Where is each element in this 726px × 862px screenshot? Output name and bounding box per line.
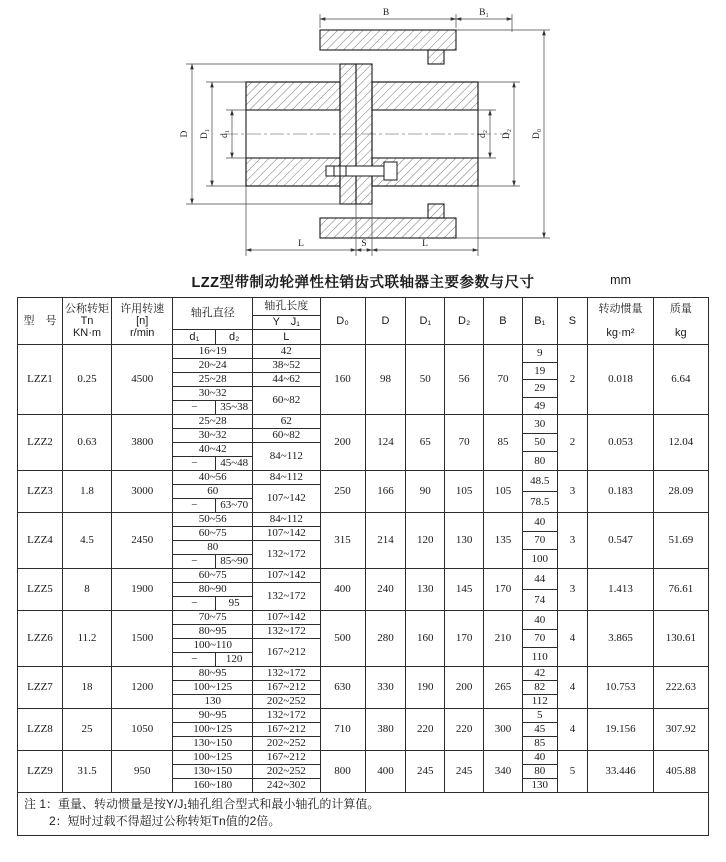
cell-B: 70 xyxy=(484,345,523,415)
cell-B: 135 xyxy=(484,513,523,569)
cell-speed: 950 xyxy=(112,751,173,793)
header-yj1: Y J₁ xyxy=(253,316,320,330)
cell-mass: 28.09 xyxy=(653,471,708,513)
cell-S: 3 xyxy=(557,513,588,569)
cell-torque: 0.25 xyxy=(62,345,111,415)
cell-bore-d1: − xyxy=(173,653,216,667)
cell-D2: 130 xyxy=(445,513,484,569)
cell-bore: 100~125 xyxy=(173,723,253,737)
cell-S: 2 xyxy=(557,345,588,415)
cell-model: LZZ8 xyxy=(18,709,63,751)
cell-S: 4 xyxy=(557,611,588,667)
cell-bore-d2: 120 xyxy=(216,653,253,667)
cell-D1: 220 xyxy=(406,709,445,751)
cell-D0: 630 xyxy=(320,667,365,709)
cell-D1: 120 xyxy=(406,513,445,569)
dim-label-D: D xyxy=(180,130,190,138)
cell-D0: 400 xyxy=(320,569,365,611)
cell-torque: 25 xyxy=(62,709,111,751)
cell-length: 84~112 xyxy=(253,513,320,527)
cell-inertia: 0.018 xyxy=(588,345,653,415)
cell-torque: 18 xyxy=(62,667,111,709)
cell-speed: 1050 xyxy=(112,709,173,751)
dim-label-D0: D₀ xyxy=(532,128,542,140)
cell-length: 132~172 xyxy=(253,709,320,723)
cell-bore: 80~90 xyxy=(173,583,253,597)
b1-value: 9 xyxy=(523,345,557,363)
cell-torque: 4.5 xyxy=(62,513,111,569)
b1-stack xyxy=(523,345,557,414)
cell-bore: 160~180 xyxy=(173,779,253,793)
cell-D0: 160 xyxy=(320,345,365,415)
cell-D0: 500 xyxy=(320,611,365,667)
cell-D2: 70 xyxy=(445,415,484,471)
cell-torque: 1.8 xyxy=(62,471,111,513)
cell-bore: 30~32 xyxy=(173,429,253,443)
cell-length: 107~142 xyxy=(253,485,320,513)
header-mass: 质量 kg xyxy=(653,298,708,345)
cell-D0: 200 xyxy=(320,415,365,471)
cell-D1: 130 xyxy=(406,569,445,611)
b1-value: 70 xyxy=(523,532,557,551)
cell-bore-d2: 45~48 xyxy=(216,457,253,471)
cell-D: 380 xyxy=(365,709,406,751)
cell-bore: 70~75 xyxy=(173,611,253,625)
cell-length: 202~252 xyxy=(253,695,320,709)
cell-D1: 65 xyxy=(406,415,445,471)
cell-bore: 60~75 xyxy=(173,527,253,541)
cell-length: 107~142 xyxy=(253,527,320,541)
cell-length: 202~252 xyxy=(253,765,320,779)
cell-bore: 130 xyxy=(173,695,253,709)
cell-B: 105 xyxy=(484,471,523,513)
dim-label-L-left: L xyxy=(298,239,304,249)
cell-B1 xyxy=(522,611,557,667)
dim-label-B1: B₁ xyxy=(479,8,489,18)
cell-speed: 1200 xyxy=(112,667,173,709)
cell-speed: 3000 xyxy=(112,471,173,513)
unit-label: mm xyxy=(610,273,631,287)
note-line: 2：短时过载不得超过公称转矩Tn值的2倍。 xyxy=(49,814,281,829)
cell-bore: 100~110 xyxy=(173,639,253,653)
header-bore-diameter: 轴孔直径 xyxy=(173,298,253,330)
cell-B1 xyxy=(522,667,557,709)
cell-D1: 245 xyxy=(406,751,445,793)
cell-length: 202~252 xyxy=(253,737,320,751)
cell-D2: 220 xyxy=(445,709,484,751)
cell-length: 44~62 xyxy=(253,373,320,387)
cell-length: 107~142 xyxy=(253,569,320,583)
b1-value: 40 xyxy=(523,611,557,630)
cell-D0: 250 xyxy=(320,471,365,513)
cell-D2: 105 xyxy=(445,471,484,513)
cell-torque: 11.2 xyxy=(62,611,111,667)
table-row xyxy=(18,569,709,583)
cell-mass: 12.04 xyxy=(653,415,708,471)
cell-length: 167~212 xyxy=(253,751,320,765)
b1-value: 30 xyxy=(523,415,557,434)
cell-length: 167~212 xyxy=(253,681,320,695)
cell-length: 38~52 xyxy=(253,359,320,373)
b1-value: 50 xyxy=(523,434,557,453)
dim-label-d1: d₁ xyxy=(220,129,230,139)
cell-D2: 245 xyxy=(445,751,484,793)
cell-model: LZZ2 xyxy=(18,415,63,471)
page-title: LZZ型带制动轮弹性柱销齿式联轴器主要参数与尺寸 xyxy=(191,275,535,291)
cell-mass: 76.61 xyxy=(653,569,708,611)
cell-inertia: 0.053 xyxy=(588,415,653,471)
cell-D0: 800 xyxy=(320,751,365,793)
cell-bore: 50~56 xyxy=(173,513,253,527)
cell-bore: 80 xyxy=(173,541,253,555)
cell-model: LZZ4 xyxy=(18,513,63,569)
table-row xyxy=(18,513,709,527)
header-D0: D₀ xyxy=(320,298,365,345)
cell-length: 84~112 xyxy=(253,471,320,485)
cell-D: 166 xyxy=(365,471,406,513)
cell-inertia: 0.183 xyxy=(588,471,653,513)
dim-label-L-right: L xyxy=(422,239,428,249)
cell-D: 240 xyxy=(365,569,406,611)
dim-label-D2-outer: D₂ xyxy=(502,128,512,140)
cell-D2: 145 xyxy=(445,569,484,611)
cell-bore-d1: − xyxy=(173,499,216,513)
b1-stack xyxy=(523,569,557,610)
cell-B: 210 xyxy=(484,611,523,667)
b1-value: 48.5 xyxy=(523,471,557,492)
dim-label-D1-outer: D₁ xyxy=(200,128,210,140)
table-row xyxy=(18,611,709,625)
b1-stack xyxy=(523,667,557,708)
cell-torque: 31.5 xyxy=(62,751,111,793)
cell-speed: 2450 xyxy=(112,513,173,569)
cell-mass: 130.61 xyxy=(653,611,708,667)
cell-inertia: 10.753 xyxy=(588,667,653,709)
cell-speed: 1500 xyxy=(112,611,173,667)
cell-bore-d2: 95 xyxy=(216,597,253,611)
cell-model: LZZ1 xyxy=(18,345,63,415)
cell-length: 132~172 xyxy=(253,625,320,639)
cell-D: 124 xyxy=(365,415,406,471)
cell-model: LZZ9 xyxy=(18,751,63,793)
b1-stack xyxy=(523,513,557,568)
b1-stack xyxy=(523,471,557,512)
cell-length: 60~82 xyxy=(253,387,320,415)
b1-value: 5 xyxy=(523,709,557,723)
b1-value: 40 xyxy=(523,751,557,765)
dim-label-S: S xyxy=(361,239,367,249)
cell-D: 330 xyxy=(365,667,406,709)
cell-inertia: 19.156 xyxy=(588,709,653,751)
cell-inertia: 1.413 xyxy=(588,569,653,611)
cell-model: LZZ7 xyxy=(18,667,63,709)
spec-table xyxy=(17,297,709,836)
b1-value: 40 xyxy=(523,513,557,532)
cell-B1 xyxy=(522,569,557,611)
cell-S: 4 xyxy=(557,667,588,709)
notes-cell xyxy=(18,793,709,836)
cell-D1: 50 xyxy=(406,345,445,415)
cell-bore: 16~19 xyxy=(173,345,253,359)
b1-value: 80 xyxy=(523,765,557,779)
cell-D: 214 xyxy=(365,513,406,569)
cell-D: 280 xyxy=(365,611,406,667)
b1-value: 29 xyxy=(523,380,557,398)
cell-bore: 100~125 xyxy=(173,751,253,765)
cell-length: 132~172 xyxy=(253,667,320,681)
cell-bore: 40~42 xyxy=(173,443,253,457)
b1-stack xyxy=(523,709,557,750)
cell-B1 xyxy=(522,345,557,415)
cell-D1: 190 xyxy=(406,667,445,709)
cell-length: 62 xyxy=(253,415,320,429)
cell-D0: 710 xyxy=(320,709,365,751)
table-row xyxy=(18,667,709,681)
cell-D1: 90 xyxy=(406,471,445,513)
cell-bore-d2: 35~38 xyxy=(216,401,253,415)
cell-length: 167~212 xyxy=(253,639,320,667)
coupling-drawing xyxy=(128,2,598,268)
cell-bore: 80~95 xyxy=(173,667,253,681)
cell-B1 xyxy=(522,415,557,471)
b1-value: 130 xyxy=(531,779,548,792)
cell-B: 170 xyxy=(484,569,523,611)
header-bore-length: 轴孔长度 xyxy=(253,298,320,316)
cell-bore-d1: − xyxy=(173,457,216,471)
b1-value: 82 xyxy=(523,681,557,695)
cell-model: LZZ5 xyxy=(18,569,63,611)
table-row xyxy=(18,415,709,429)
header-D2: D₂ xyxy=(445,298,484,345)
cell-B1 xyxy=(522,709,557,751)
cell-D: 98 xyxy=(365,345,406,415)
cell-bore: 130~150 xyxy=(173,765,253,779)
cell-model: LZZ3 xyxy=(18,471,63,513)
dim-label-d2: d₂ xyxy=(478,129,488,139)
cell-D1: 160 xyxy=(406,611,445,667)
cell-length: 167~212 xyxy=(253,723,320,737)
cell-B: 300 xyxy=(484,709,523,751)
header-B: B xyxy=(484,298,523,345)
cell-D2: 200 xyxy=(445,667,484,709)
cell-speed: 4500 xyxy=(112,345,173,415)
cell-B1 xyxy=(522,751,557,793)
cell-inertia: 33.446 xyxy=(588,751,653,793)
b1-value: 80 xyxy=(534,455,546,468)
cell-S: 3 xyxy=(557,471,588,513)
table-row xyxy=(18,709,709,723)
cell-B: 265 xyxy=(484,667,523,709)
cell-speed: 1900 xyxy=(112,569,173,611)
table-row xyxy=(18,751,709,765)
cell-bore-d2: 63~70 xyxy=(216,499,253,513)
cell-bore: 25~28 xyxy=(173,373,253,387)
header-D1: D₁ xyxy=(406,298,445,345)
header-S: S xyxy=(557,298,588,345)
cell-length: 132~172 xyxy=(253,583,320,611)
cell-bore: 40~56 xyxy=(173,471,253,485)
cell-length: 242~302 xyxy=(253,779,320,793)
header-d1: d₁ xyxy=(173,330,216,345)
b1-stack xyxy=(523,751,557,792)
cell-D2: 56 xyxy=(445,345,484,415)
header-inertia: 转动惯量 kg·m² xyxy=(588,298,653,345)
cell-length: 42 xyxy=(253,345,320,359)
technical-drawing xyxy=(128,2,598,268)
cell-B1 xyxy=(522,471,557,513)
cell-bore-d1: − xyxy=(173,401,216,415)
b1-value: 74 xyxy=(534,593,546,606)
cell-model: LZZ6 xyxy=(18,611,63,667)
cell-mass: 51.69 xyxy=(653,513,708,569)
header-B1: B₁ xyxy=(522,298,557,345)
cell-B1 xyxy=(522,513,557,569)
cell-speed: 3800 xyxy=(112,415,173,471)
cell-bore: 60~75 xyxy=(173,569,253,583)
cell-bore: 25~28 xyxy=(173,415,253,429)
table-row xyxy=(18,345,709,359)
cell-bore-d1: − xyxy=(173,597,216,611)
header-speed: 许用转速 [n] r/min xyxy=(112,298,173,345)
cell-S: 3 xyxy=(557,569,588,611)
flange-web xyxy=(340,64,372,204)
cell-S: 2 xyxy=(557,415,588,471)
cell-S: 5 xyxy=(557,751,588,793)
cell-mass: 307.92 xyxy=(653,709,708,751)
header-D: D xyxy=(365,298,406,345)
cell-bore: 90~95 xyxy=(173,709,253,723)
header-model: 型 号 xyxy=(18,298,63,345)
b1-value: 49 xyxy=(534,399,546,412)
cell-torque: 8 xyxy=(62,569,111,611)
cell-bore: 30~32 xyxy=(173,387,253,401)
cell-D2: 170 xyxy=(445,611,484,667)
table-row xyxy=(18,471,709,485)
note-line: 注 1：重量、转动惯量是按Y/J₁轴孔组合型式和最小轴孔的计算值。 xyxy=(24,797,380,811)
cell-bore: 100~125 xyxy=(173,681,253,695)
cell-mass: 222.63 xyxy=(653,667,708,709)
cell-D: 400 xyxy=(365,751,406,793)
b1-value: 19 xyxy=(523,363,557,381)
cell-length: 107~142 xyxy=(253,611,320,625)
b1-value: 44 xyxy=(523,569,557,590)
title-row xyxy=(17,271,709,293)
cell-inertia: 3.865 xyxy=(588,611,653,667)
cell-length: 84~112 xyxy=(253,443,320,471)
cell-mass: 405.88 xyxy=(653,751,708,793)
cell-mass: 6.64 xyxy=(653,345,708,415)
b1-value: 70 xyxy=(523,630,557,649)
cell-length: 60~82 xyxy=(253,429,320,443)
cell-bore: 20~24 xyxy=(173,359,253,373)
cell-torque: 0.63 xyxy=(62,415,111,471)
header-d2: d₂ xyxy=(216,330,253,345)
cell-length: 132~172 xyxy=(253,541,320,569)
b1-value: 112 xyxy=(531,695,548,708)
cell-bore: 80~95 xyxy=(173,625,253,639)
cell-B: 340 xyxy=(484,751,523,793)
notes-row xyxy=(18,793,709,836)
header-L: L xyxy=(253,330,320,345)
cell-B: 85 xyxy=(484,415,523,471)
dim-label-B: B xyxy=(382,8,390,18)
cell-bore-d1: − xyxy=(173,555,216,569)
cell-inertia: 0.547 xyxy=(588,513,653,569)
b1-value: 110 xyxy=(531,651,548,664)
b1-stack xyxy=(523,415,557,470)
cell-bore: 130~150 xyxy=(173,737,253,751)
b1-value: 42 xyxy=(523,667,557,681)
cell-D0: 315 xyxy=(320,513,365,569)
b1-value: 85 xyxy=(534,737,546,750)
header-torque: 公称转矩 Tn KN·m xyxy=(62,298,111,345)
b1-value: 45 xyxy=(523,723,557,737)
cell-bore: 60 xyxy=(173,485,253,499)
cell-S: 4 xyxy=(557,709,588,751)
b1-value: 100 xyxy=(531,553,548,566)
cell-bore-d2: 85~90 xyxy=(216,555,253,569)
b1-value: 78.5 xyxy=(530,495,550,508)
b1-stack xyxy=(523,611,557,666)
